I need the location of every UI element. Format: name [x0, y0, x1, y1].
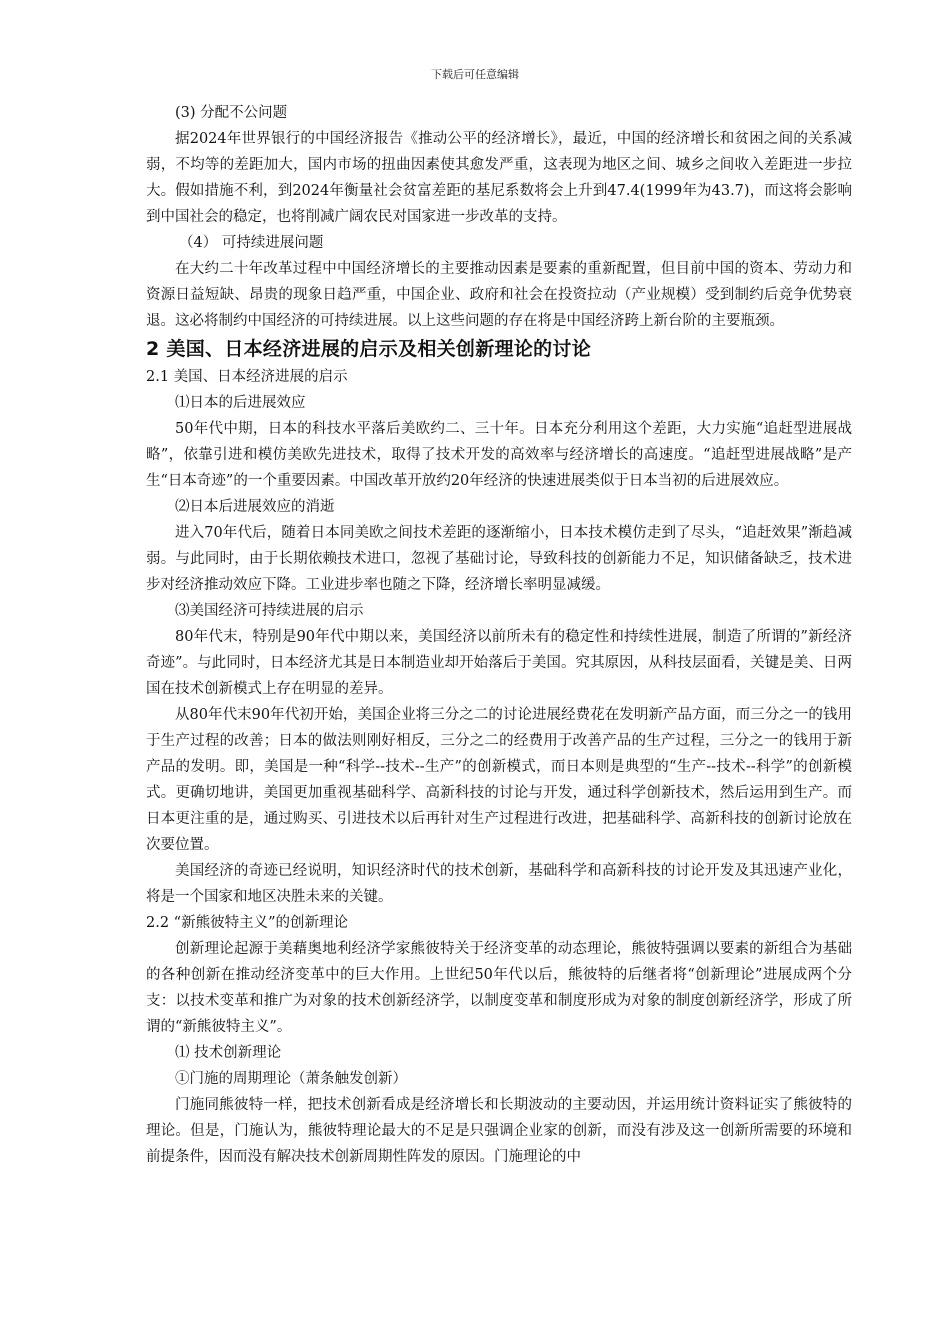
- page-header: 下载后可任意编辑: [431, 68, 519, 81]
- subsection-heading-japan-decline: ⑵日本后进展效应的消逝: [175, 499, 335, 515]
- paragraph-us-1: 80年代末，特别是90年代中期以来，美国经济以前所未有的稳定性和持续性进展，制造了所谓的”新经济奇迹”。与此同时，日本经济尤其是日本制造业却开始落后于美国。究其原因，从科技层面看，关键是美、日两国在技术创新模式上存在明显的差异。: [146, 629, 852, 697]
- subsection-heading-distribution: (3) 分配不公问题: [175, 105, 288, 121]
- paragraph-japan-decline: 进入70年代后，随着日本同美欧之间技术差距的逐渐缩小，日本技术模仿走到了尽头，“追赶效果”渐趋减弱。与此同时，由于长期依赖技术进口，忽视了基础讨论，导致科技的创新能力不足，知识储备缺乏，技术进步对经济推动效应下降。工业进步率也随之下降，经济增长率明显减缓。: [146, 525, 852, 593]
- paragraph-mensch: 门施同熊彼特一样，把技术创新看成是经济增长和长期波动的主要动因，并运用统计资料证实了熊彼特的理论。但是，门施认为，熊彼特理论最大的不足是只强调企业家的创新，而没有涉及这一创新所需要的环境和前提条件，因而没有解决技术创新周期性阵发的原因。门施理论的中: [146, 1097, 852, 1165]
- section-heading-2-2: 2.2 “新熊彼特主义”的创新理论: [146, 915, 348, 931]
- subsection-heading-japan-late: ⑴日本的后进展效应: [175, 395, 306, 411]
- document-body: [146, 100, 852, 1170]
- subsection-heading-us: ⑶美国经济可持续进展的启示: [175, 603, 364, 619]
- paragraph-us-2: 从80年代末90年代初开始，美国企业将三分之二的讨论进展经费花在发明新产品方面，而三分之一的钱用于生产过程的改善；日本的做法则刚好相反，三分之二的经费用于改善产品的生产过程，三分之一的钱用于新产品的发明。即，美国是一种“科学--技术--生产”的创新模式，而日本则是典型的“生产--技术--科学”的创新模式。更确切地讲，美国更加重视基础科学、高新科技的讨论与开发，通过科学创新技术，然后运用到生产。而日本更注重的是，通过购买、引进技术以后再针对生产过程进行改进，把基础科学、高新科技的创新讨论放在次要位置。: [146, 707, 852, 853]
- paragraph-us-3: 美国经济的奇迹已经说明，知识经济时代的技术创新，基础科学和高新科技的讨论开发及其迅速产业化，将是一个国家和地区决胜未来的关键。: [146, 863, 852, 905]
- section-heading-2: 2 美国、日本经济进展的启示及相关创新理论的讨论: [146, 338, 592, 360]
- subsection-heading-mensch: ①门施的周期理论（萧条触发创新）: [175, 1071, 407, 1087]
- paragraph-sustainability: 在大约二十年改革过程中中国经济增长的主要推动因素是要素的重新配置，但目前中国的资本、劳动力和资源日益短缺、昂贵的现象日趋严重，中国企业、政府和社会在投资拉动（产业规模）受到制约后竞争优势衰退。这必将制约中国经济的可持续进展。以上这些问题的存在将是中国经济跨上新台阶的主要瓶颈。: [146, 261, 852, 329]
- paragraph-innovation-theory: 创新理论起源于美藉奥地利经济学家熊彼特关于经济变革的动态理论，熊彼特强调以要素的新组合为基础的各种创新在推动经济变革中的巨大作用。上世纪50年代以后，熊彼特的后继者将“创新理论”进展成两个分支：以技术变革和推广为对象的技术创新经济学，以制度变革和制度形成为对象的制度创新经济学，形成了所谓的“新熊彼特主义”。: [146, 941, 852, 1035]
- paragraph-distribution: 据2024年世界银行的中国经济报告《推动公平的经济增长》，最近，中国的经济增长和贫困之间的关系减弱，不均等的差距加大，国内市场的扭曲因素使其愈发严重，这表现为地区之间、城乡之间收入差距进一步拉大。假如措施不利，到2024年衡量社会贫富差距的基尼系数将会上升到47.4(1999年为43.7)，而这将会影响到中国社会的稳定，也将削减广阔农民对国家进一步改革的支持。: [146, 131, 852, 225]
- paragraph-japan-late: 50年代中期，日本的科技水平落后美欧约二、三十年。日本充分利用这个差距，大力实施“追赶型进展战略”，依靠引进和模仿美欧先进技术，取得了技术开发的高效率与经济增长的高速度。“追赶型进展战略”是产生“日本奇迹”的一个重要因素。中国改革开放约20年经济的快速进展类似于日本当初的后进展效应。: [146, 421, 852, 489]
- section-heading-2-1: 2.1 美国、日本经济进展的启示: [146, 369, 348, 385]
- subsection-heading-tech-innovation: ⑴ 技术创新理论: [175, 1045, 282, 1061]
- subsection-heading-sustainability: （4） 可持续进展问题: [179, 235, 324, 251]
